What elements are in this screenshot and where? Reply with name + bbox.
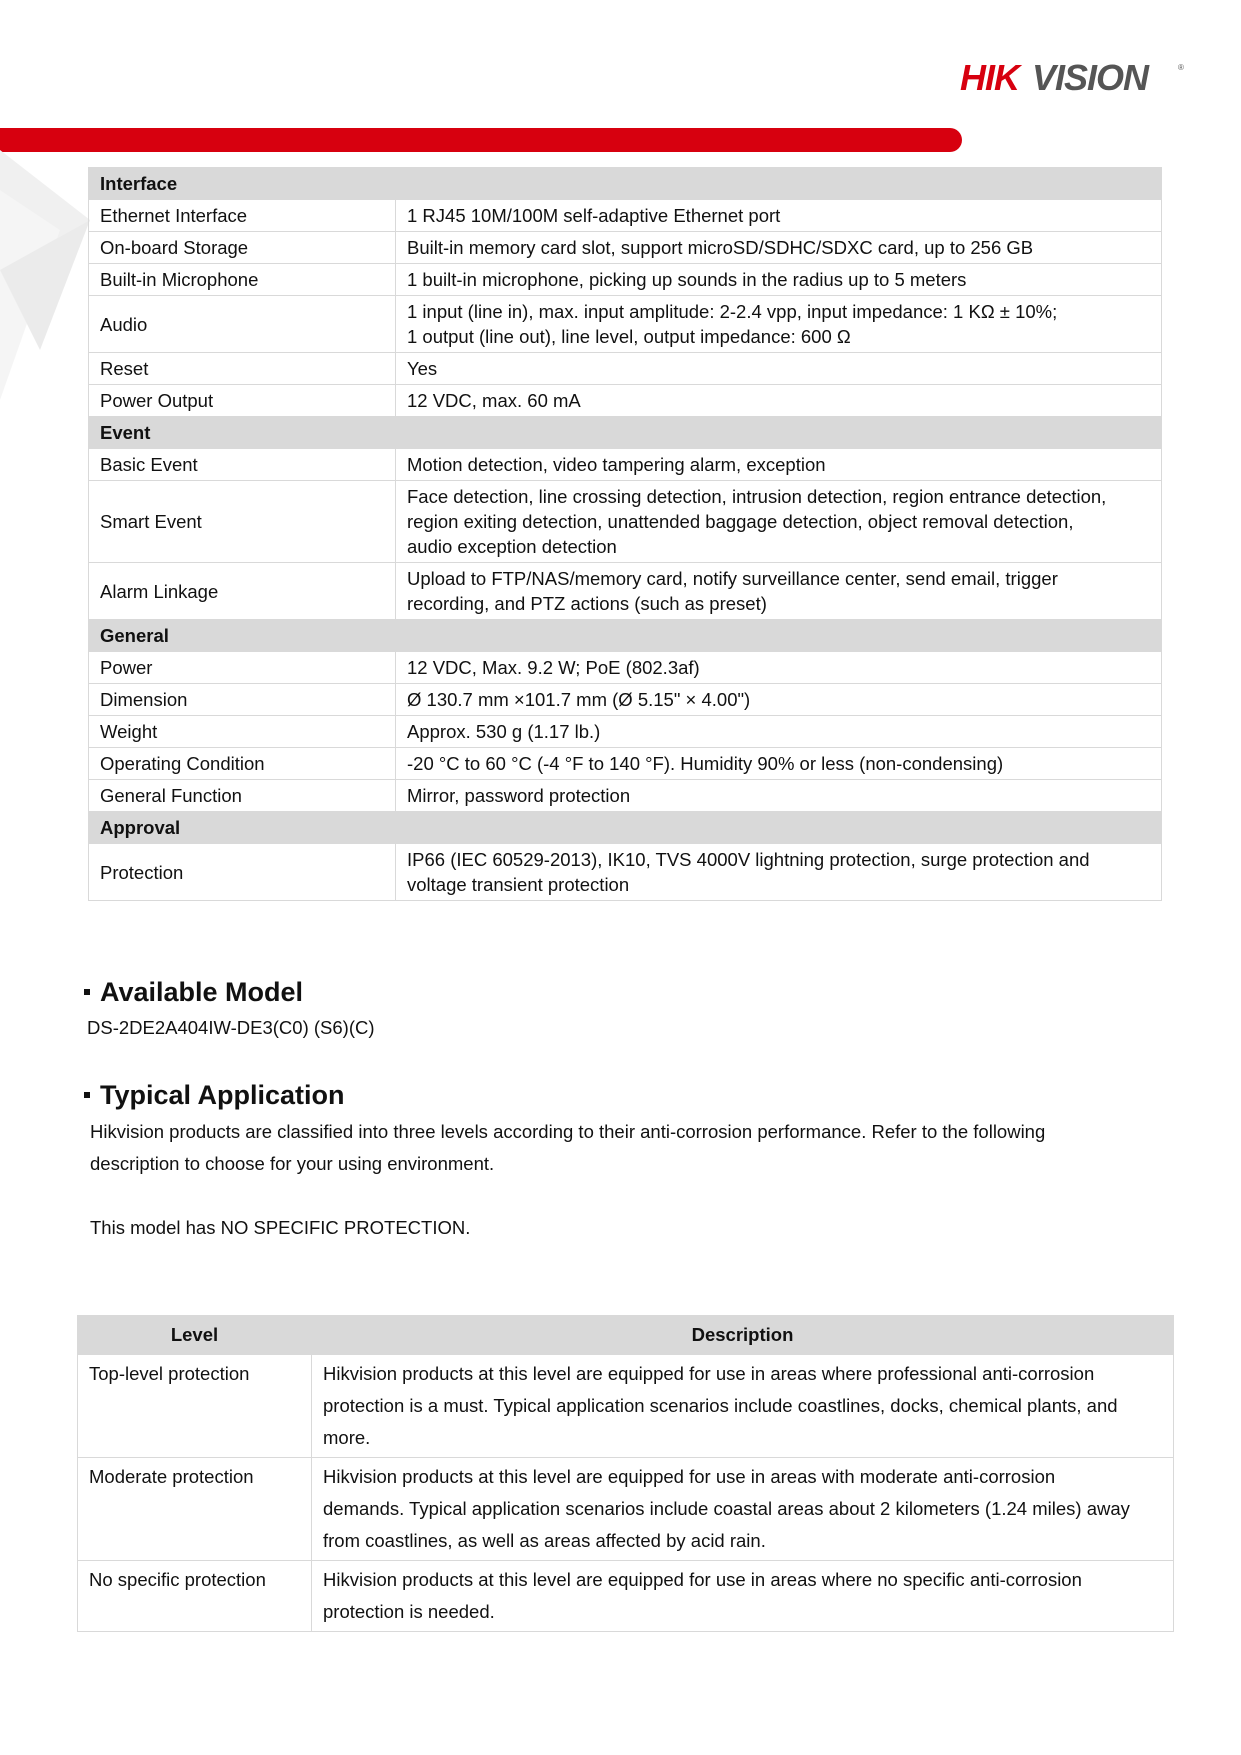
bullet-icon [84, 1092, 90, 1098]
description-line: more. [323, 1427, 371, 1448]
spec-row [89, 264, 1162, 296]
description-line: protection is a must. Typical application scenarios include coastlines, docks, chemical plants, and [323, 1395, 1118, 1416]
bullet-icon [84, 989, 90, 995]
svg-text:®: ® [1178, 63, 1184, 72]
available-model-heading: Available Model [84, 977, 303, 1008]
spec-key: Ethernet Interface [89, 200, 396, 232]
protection-level-row [78, 1561, 1174, 1632]
spec-key: Audio [89, 296, 396, 353]
spec-key: General Function [89, 780, 396, 812]
protection-level-row [78, 1355, 1174, 1458]
spec-value [396, 385, 1162, 417]
description-line: demands. Typical application scenarios include coastal areas about 2 kilometers (1.24 miles) away [323, 1498, 1130, 1519]
spec-key: Operating Condition [89, 748, 396, 780]
spec-value-line: 12 VDC, Max. 9.2 W; PoE (802.3af) [407, 657, 700, 678]
protection-level-description [312, 1458, 1174, 1561]
spec-value [396, 748, 1162, 780]
spec-value-line: 1 built-in microphone, picking up sounds in the radius up to 5 meters [407, 269, 967, 290]
spec-value [396, 481, 1162, 563]
spec-key: Power Output [89, 385, 396, 417]
protection-level-name: Top-level protection [78, 1355, 312, 1458]
description-line: protection is needed. [323, 1601, 495, 1622]
spec-key: Reset [89, 353, 396, 385]
spec-section-title: Interface [89, 168, 1162, 200]
spec-value [396, 200, 1162, 232]
spec-section-title: Event [89, 417, 1162, 449]
typical-application-heading: Typical Application [84, 1080, 345, 1111]
spec-value [396, 264, 1162, 296]
decorative-watermark [0, 150, 90, 400]
spec-value-line: 1 input (line in), max. input amplitude: 2-2.4 vpp, input impedance: 1 KΩ ± 10%; [407, 301, 1058, 322]
spec-row [89, 449, 1162, 481]
spec-row [89, 716, 1162, 748]
spec-value-line: Ø 130.7 mm ×101.7 mm (Ø 5.15" × 4.00") [407, 689, 751, 710]
spec-value [396, 716, 1162, 748]
spec-value-line: 1 RJ45 10M/100M self-adaptive Ethernet port [407, 205, 781, 226]
description-column-header: Description [312, 1316, 1174, 1355]
spec-value-line: Face detection, line crossing detection, intrusion detection, region entrance detection, [407, 486, 1107, 507]
spec-row [89, 232, 1162, 264]
spec-row [89, 563, 1162, 620]
protection-note: This model has NO SPECIFIC PROTECTION. [90, 1217, 471, 1238]
spec-value-line: region exiting detection, unattended baggage detection, object removal detection, [407, 511, 1074, 532]
spec-section-row [89, 168, 1162, 200]
protection-level-description [312, 1355, 1174, 1458]
spec-row [89, 652, 1162, 684]
hikvision-logo [960, 56, 1190, 100]
spec-row [89, 296, 1162, 353]
header-red-bar [0, 128, 962, 152]
description-line: Hikvision products at this level are equipped for use in areas with moderate anti-corrosion [323, 1466, 1056, 1487]
spec-row [89, 684, 1162, 716]
description-line: from coastlines, as well as areas affected by acid rain. [323, 1530, 766, 1551]
spec-value-line: Upload to FTP/NAS/memory card, notify surveillance center, send email, trigger [407, 568, 1058, 589]
svg-text:VISION: VISION [1032, 57, 1149, 98]
spec-key: Built-in Microphone [89, 264, 396, 296]
spec-section-row [89, 620, 1162, 652]
spec-value-line: Built-in memory card slot, support microSD/SDHC/SDXC card, up to 256 GB [407, 237, 1034, 258]
spec-key: Basic Event [89, 449, 396, 481]
spec-value-line: Yes [407, 358, 438, 379]
protection-level-row [78, 1458, 1174, 1561]
protection-level-name: No specific protection [78, 1561, 312, 1632]
spec-value [396, 449, 1162, 481]
spec-key: Alarm Linkage [89, 563, 396, 620]
spec-row [89, 748, 1162, 780]
spec-section-row [89, 417, 1162, 449]
spec-value-line: voltage transient protection [407, 874, 630, 895]
spec-row [89, 353, 1162, 385]
spec-value [396, 296, 1162, 353]
spec-row [89, 481, 1162, 563]
svg-text:HIK: HIK [960, 57, 1019, 98]
spec-section-row [89, 812, 1162, 844]
spec-row [89, 200, 1162, 232]
spec-value [396, 780, 1162, 812]
spec-key: Power [89, 652, 396, 684]
spec-value-line: 1 output (line out), line level, output impedance: 600 Ω [407, 326, 851, 347]
spec-table [88, 167, 1162, 901]
spec-key: Dimension [89, 684, 396, 716]
spec-value-line: audio exception detection [407, 536, 617, 557]
spec-row [89, 385, 1162, 417]
spec-row [89, 780, 1162, 812]
protection-level-description [312, 1561, 1174, 1632]
protection-level-table [77, 1315, 1174, 1632]
spec-value-line: Approx. 530 g (1.17 lb.) [407, 721, 601, 742]
spec-value [396, 844, 1162, 901]
spec-value [396, 652, 1162, 684]
protection-level-name: Moderate protection [78, 1458, 312, 1561]
model-number: DS-2DE2A404IW-DE3(C0) (S6)(C) [87, 1017, 375, 1038]
typical-application-intro: Hikvision products are classified into three levels according to their anti-corrosion performance. Refer to the following description to choose for your using environment. [90, 1121, 1046, 1174]
spec-key: Protection [89, 844, 396, 901]
spec-value [396, 563, 1162, 620]
spec-value-line: -20 °C to 60 °C (-4 °F to 140 °F). Humidity 90% or less (non-condensing) [407, 753, 1004, 774]
spec-value [396, 232, 1162, 264]
description-line: Hikvision products at this level are equipped for use in areas where professional anti-corrosion [323, 1363, 1095, 1384]
description-line: Hikvision products at this level are equipped for use in areas where no specific anti-corrosion [323, 1569, 1082, 1590]
spec-value-line: Mirror, password protection [407, 785, 631, 806]
spec-section-title: Approval [89, 812, 1162, 844]
spec-value [396, 684, 1162, 716]
spec-value-line: recording, and PTZ actions (such as preset) [407, 593, 767, 614]
spec-value-line: IP66 (IEC 60529-2013), IK10, TVS 4000V lightning protection, surge protection and [407, 849, 1090, 870]
spec-value-line: 12 VDC, max. 60 mA [407, 390, 581, 411]
spec-row [89, 844, 1162, 901]
spec-key: Smart Event [89, 481, 396, 563]
level-column-header: Level [78, 1316, 312, 1355]
spec-key: Weight [89, 716, 396, 748]
spec-value-line: Motion detection, video tampering alarm, exception [407, 454, 826, 475]
spec-key: On-board Storage [89, 232, 396, 264]
spec-value [396, 353, 1162, 385]
spec-section-title: General [89, 620, 1162, 652]
